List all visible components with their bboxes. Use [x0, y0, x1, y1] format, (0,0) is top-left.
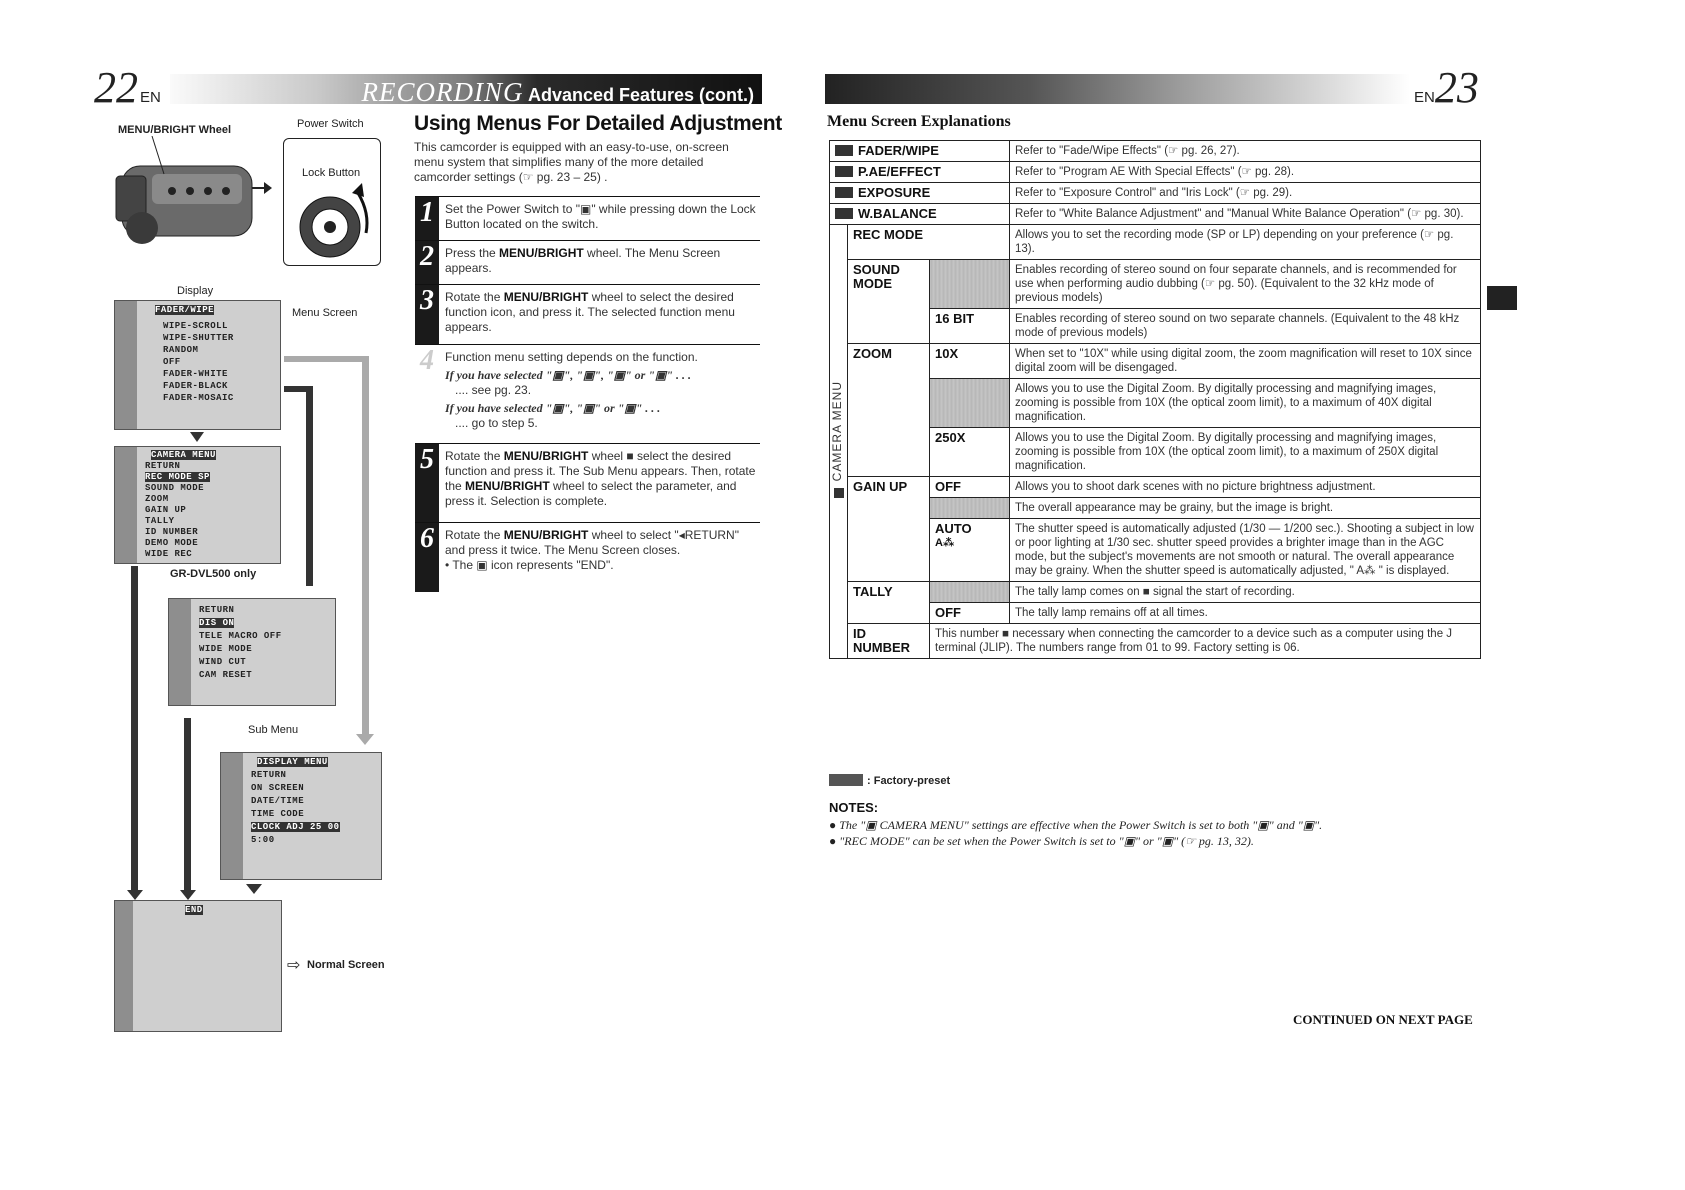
- display-menu-screen: [220, 752, 382, 880]
- menu-item-name: SOUND MODE: [848, 260, 930, 344]
- screen-line: DEMO MODE: [145, 538, 199, 548]
- step-number: 1: [415, 197, 439, 240]
- note-item: ● The "▣ CAMERA MENU" settings are effective when the Power Switch is set to both "▣" and "▣".: [829, 818, 1323, 832]
- table-row: [830, 225, 1481, 260]
- right-page-number: EN23: [1414, 63, 1479, 112]
- lock-button-label: Lock Button: [302, 167, 361, 179]
- exposure-icon: [835, 187, 853, 198]
- screen-line: RANDOM: [163, 345, 199, 355]
- screen-line: SOUND MODE: [145, 483, 205, 493]
- flow-arrow-head: [127, 890, 143, 900]
- table-row: [830, 624, 1481, 659]
- screen-line: TELE MACRO OFF: [199, 631, 282, 641]
- table-row: [830, 162, 1481, 183]
- step-6: [415, 522, 760, 592]
- down-arrow-icon: [190, 432, 204, 442]
- right-header-bar: [825, 74, 1410, 104]
- step-number: 5: [415, 444, 439, 522]
- menu-item-desc: Refer to "Program AE With Special Effects" (☞ pg. 28).: [1010, 162, 1481, 183]
- screen-line: FADER-WHITE: [163, 369, 228, 379]
- camera-menu-icon: [834, 488, 844, 498]
- screen-line: CAM RESET: [199, 670, 253, 680]
- screen-line: WIDE MODE: [199, 644, 253, 654]
- table-row: [830, 344, 1481, 379]
- option-cell: AUTO A⁂: [930, 519, 1010, 582]
- menu-item-desc: Refer to "White Balance Adjustment" and "Manual White Balance Operation" (☞ pg. 30).: [1010, 204, 1481, 225]
- menu-screen-label: Menu Screen: [292, 307, 358, 319]
- menu-item-name: TALLY: [848, 582, 930, 624]
- menu-item-name: GAIN UP: [848, 477, 930, 582]
- menu-bright-wheel-label: MENU/BRIGHT Wheel: [118, 124, 232, 136]
- program-ae-icon: [835, 166, 853, 177]
- menu-item-desc: The tally lamp remains off at all times.: [1010, 603, 1481, 624]
- screen-line: FADER/WIPE: [155, 305, 215, 315]
- step-number: 6: [415, 523, 439, 592]
- sub-menu-label: Sub Menu: [248, 724, 299, 736]
- screen-line: WIDE REC: [145, 549, 193, 559]
- table-row: [830, 477, 1481, 498]
- menu-item-name: P.AE/EFFECT: [858, 164, 941, 179]
- screen-line: FADER-MOSAIC: [163, 393, 234, 403]
- factory-preset-cell: [930, 582, 1010, 603]
- factory-preset-cell: [930, 379, 1010, 428]
- screen-line: TALLY: [145, 516, 175, 526]
- screen-line: ZOOM: [145, 494, 169, 504]
- menu-item-desc: The overall appearance may be grainy, but the image is bright.: [1010, 498, 1481, 519]
- step-5: [415, 443, 760, 522]
- menu-item-desc: When set to "10X" while using digital zoom, the zoom magnification will reset to 10X since digital zoom will be disengaged.: [1010, 344, 1481, 379]
- menu-item-desc: This number ■ necessary when connecting the camcorder to a device such as a computer using the J terminal (JLIP). The numbers range from 01 to 99. Factory setting is 06.: [930, 624, 1481, 659]
- screen-line: DISPLAY MENU: [257, 757, 328, 767]
- display-label: Display: [177, 285, 214, 297]
- factory-preset-swatch: [829, 774, 863, 786]
- note-item: ● "REC MODE" can be set when the Power Switch is set to "▣" or "▣" (☞ pg. 13, 32).: [829, 834, 1254, 848]
- menu-item-desc: The shutter speed is automatically adjusted (1/30 — 1/200 sec.). Shooting a subject in low or poor lighting at 1/30 sec. shutter speed provides a brighter image than in the AGC mode, but the subject's movements are not smooth or natural. The overall appearance may be grainy. When the shutter speed is automatically adjusted, " A⁂ " is displayed.: [1010, 519, 1481, 582]
- left-page-number: 22 EN: [94, 63, 161, 112]
- menu-item-desc: Allows you to use the Digital Zoom. By digitally processing and magnifying images, zooming is possible from 10X (the optical zoom limit), to a maximum of 40X digital magnification.: [1010, 379, 1481, 428]
- camcorder-illustration: [112, 136, 272, 256]
- flow-arrow-head: [180, 890, 196, 900]
- step-text: Rotate the MENU/BRIGHT wheel to select the desired function icon, and press it. The selected function menu appears.: [445, 290, 735, 334]
- fader-wipe-icon: [835, 145, 853, 156]
- flow-arrow-head: [356, 734, 374, 745]
- screen-line: RETURN: [199, 605, 235, 615]
- factory-preset-legend: : Factory-preset: [829, 774, 950, 787]
- screen-line: CLOCK ADJ 25 00: [251, 822, 340, 832]
- screen-line: ON SCREEN: [251, 783, 305, 793]
- continued-on-next-page: CONTINUED ON NEXT PAGE: [1293, 1012, 1473, 1027]
- left-header-bar: [170, 74, 762, 107]
- section-intro: This camcorder is equipped with an easy-to-use, on-screen menu system that simplifies many of the more detailed camcorder settings (☞ pg. 23 – 25) .: [414, 140, 729, 184]
- flow-arrow: [362, 356, 369, 734]
- step-number: 2: [415, 241, 439, 284]
- screen-line: WIPE-SHUTTER: [163, 333, 234, 343]
- screen-line: WIND CUT: [199, 657, 247, 667]
- flow-arrow: [131, 566, 138, 892]
- menu-item-desc: The tally lamp comes on ■ signal the start of recording.: [1010, 582, 1481, 603]
- flow-arrow: [184, 718, 191, 892]
- step-2: [415, 240, 760, 284]
- option-cell: 250X: [930, 428, 1010, 477]
- screen-line: OFF: [163, 357, 181, 367]
- menu-item-desc: Refer to "Exposure Control" and "Iris Lock" (☞ pg. 29).: [1010, 183, 1481, 204]
- menu-item-desc: Allows you to shoot dark scenes with no picture brightness adjustment.: [1010, 477, 1481, 498]
- arrow-outline-icon: ⇨: [287, 957, 301, 974]
- menu-item-name: W.BALANCE: [858, 206, 937, 221]
- menu-item-name: EXPOSURE: [858, 185, 931, 200]
- display-screen-fader: [114, 300, 281, 430]
- table-row: [830, 183, 1481, 204]
- screen-line: 5:00: [251, 835, 275, 845]
- page-side-tab: [1487, 286, 1517, 310]
- menu-item-desc: Refer to "Fade/Wipe Effects" (☞ pg. 26, 27).: [1010, 141, 1481, 162]
- section-title: Using Menus For Detailed Adjustment: [414, 112, 782, 135]
- option-cell: OFF: [930, 477, 1010, 498]
- option-cell: OFF: [930, 603, 1010, 624]
- menu-item-desc: Allows you to use the Digital Zoom. By digitally processing and magnifying images, zooming is possible from 10X (the optical zoom limit), to a maximum of 250X digital magnification.: [1010, 428, 1481, 477]
- menu-item-name: REC MODE: [848, 225, 1010, 260]
- down-arrow-icon: [246, 884, 262, 894]
- menu-item-name: ZOOM: [848, 344, 930, 477]
- option-cell: 16 BIT: [930, 309, 1010, 344]
- menu-item-desc: Enables recording of stereo sound on four separate channels, and is recommended for use when performing audio dubbing (☞ pg. 50). (Equivalent to the 32 kHz mode of previous models): [1010, 260, 1481, 309]
- step-number: 3: [415, 285, 439, 344]
- table-row: [830, 204, 1481, 225]
- screen-line: DIS ON: [199, 618, 235, 628]
- factory-preset-cell: [930, 498, 1010, 519]
- normal-screen: [114, 900, 282, 1032]
- step-3: [415, 284, 760, 344]
- menu-item-name: FADER/WIPE: [858, 143, 939, 158]
- power-switch-label: Power Switch: [297, 118, 364, 130]
- step-text: Press the MENU/BRIGHT wheel. The Menu Screen appears.: [445, 246, 721, 275]
- menu-explanations-title: Menu Screen Explanations: [827, 113, 1011, 130]
- menu-item-desc: Allows you to set the recording mode (SP or LP) depending on your preference (☞ pg. 13).: [1010, 225, 1481, 260]
- table-row: [830, 582, 1481, 603]
- step-number: 4: [415, 345, 439, 443]
- screen-line: WIPE-SCROLL: [163, 321, 228, 331]
- menu-item-name: ID NUMBER: [848, 624, 930, 659]
- option-cell: 10X: [930, 344, 1010, 379]
- table-row: [830, 260, 1481, 309]
- screen-line: RETURN: [251, 770, 287, 780]
- screen-line: TIME CODE: [251, 809, 305, 819]
- camera-menu-side-label: CAMERA MENU: [830, 225, 848, 659]
- camera-menu-screen: [114, 446, 281, 564]
- power-switch-detail: [283, 138, 381, 266]
- gr-dvl500-label: GR-DVL500 only: [170, 568, 257, 580]
- normal-screen-label: Normal Screen: [307, 959, 385, 971]
- table-row: [830, 141, 1481, 162]
- step-text: Set the Power Switch to "▣" while pressing down the Lock Button located on the switch.: [445, 202, 756, 231]
- screen-line: REC MODE SP: [145, 472, 210, 482]
- screen-line: DATE/TIME: [251, 796, 305, 806]
- menu-item-desc: Enables recording of stereo sound on two separate channels. (Equivalent to the 48 kHz mode of previous models): [1010, 309, 1481, 344]
- step-4: [415, 344, 760, 443]
- flow-arrow: [284, 386, 312, 392]
- flow-arrow: [306, 386, 313, 586]
- notes-title: NOTES:: [829, 800, 879, 815]
- screen-line: FADER-BLACK: [163, 381, 228, 391]
- screen-line: RETURN: [145, 461, 181, 471]
- sub-menu-screen: [168, 598, 336, 706]
- screen-line: GAIN UP: [145, 505, 187, 515]
- screen-line: CAMERA MENU: [151, 450, 216, 460]
- white-balance-icon: [835, 208, 853, 219]
- step-text: Function menu setting depends on the function. If you have selected "▣", "▣", "▣" or "▣" . . . .... see pg. 23. If you have selected "▣", "▣" or "▣" . . . .... go to step 5.: [445, 350, 698, 430]
- step-text: Rotate the MENU/BRIGHT wheel to select "◂RETURN" and press it twice. The Menu Screen closes. • The ▣ icon represents "END".: [445, 528, 739, 572]
- factory-preset-cell: [930, 260, 1010, 309]
- step-text: Rotate the MENU/BRIGHT wheel ■ select the desired function and press it. The Sub Menu appears. Then, rotate the MENU/BRIGHT wheel to select the parameter, and press it. Selection is complete.: [445, 449, 756, 508]
- power-dial-icon: [292, 183, 376, 263]
- screen-line: END: [185, 905, 203, 915]
- step-1: [415, 196, 760, 240]
- flow-arrow: [284, 356, 368, 362]
- header-title: RECORDING Advanced Features (cont.): [361, 77, 754, 107]
- menu-explanations-table: [829, 140, 1481, 659]
- screen-line: ID NUMBER: [145, 527, 199, 537]
